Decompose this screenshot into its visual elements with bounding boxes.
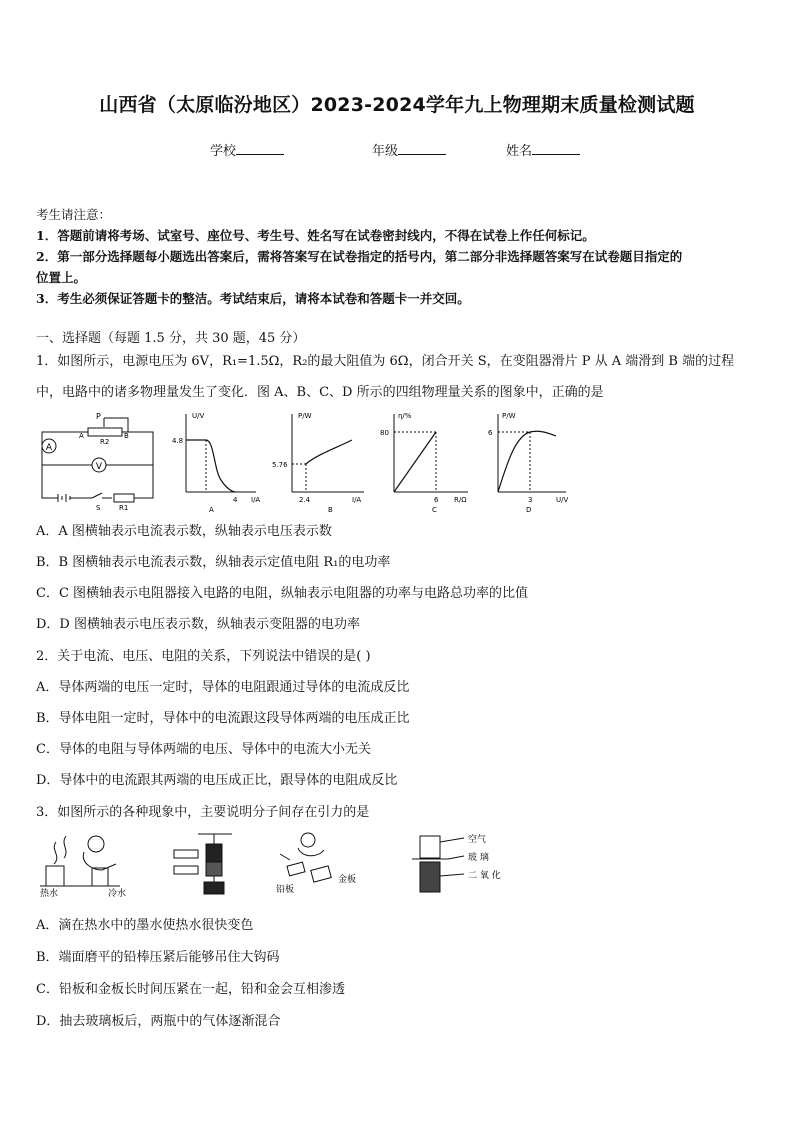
voltmeter-label: V: [95, 462, 103, 472]
q1-line2: 中，电路中的诸多物理量发生了变化．图 A、B、C、D 所示的四组物理量关系的图象中，正确的是: [36, 385, 604, 400]
gold-plate-label: 金板: [338, 875, 357, 885]
q1-option-d: D．D 图横轴表示电压表示数，纵轴表示变阻器的电功率: [36, 617, 360, 632]
graph-c-xlabel: R/Ω: [454, 496, 467, 504]
question-2-stem: 2．关于电流、电压、电阻的关系，下列说法中错误的是( ): [36, 649, 371, 664]
school-label: 学校: [210, 144, 237, 159]
graph-b-xtick: 2.4: [299, 496, 311, 504]
graph-d: [498, 414, 566, 492]
slider-p-label: P: [96, 412, 101, 421]
note-item: 2．第一部分选择题每小题选出答案后，需将答案写在试卷指定的括号内，第二部分非选择题答案写在试卷题目指定的: [36, 249, 683, 264]
nitrogen-dioxide-label: 二 氧 化: [468, 871, 501, 881]
graph-a: [186, 414, 256, 492]
section-heading: 一、选择题（每题 1.5 分，共 30 题，45 分）: [36, 331, 306, 346]
graph-b-caption: B: [328, 506, 333, 514]
voltmeter-icon: [92, 458, 106, 472]
lead-gold-figure: [280, 833, 331, 882]
graph-c: [394, 414, 468, 492]
name-field: [506, 140, 580, 159]
graph-d-caption: D: [526, 506, 532, 514]
q1-line1: 1．如图所示，电源电压为 6V，R₁=1.5Ω，R₂的最大阻值为 6Ω，闭合开关 S，在变阻器滑片 P 从 A 端滑到 B 端的过程: [36, 354, 735, 369]
q2-option-b: B．导体电阻一定时，导体中的电流跟这段导体两端的电压成正比: [36, 711, 410, 726]
q2-option-d: D．导体中的电流跟其两端的电压成正比，跟导体的电阻成反比: [36, 773, 398, 788]
graph-a-caption: A: [209, 506, 214, 514]
question-3-stem: 3．如图所示的各种现象中，主要说明分子间存在引力的是: [36, 805, 370, 820]
q3-option-a: A．滴在热水中的墨水使热水很快变色: [36, 918, 254, 933]
school-field: [210, 140, 284, 159]
grade-label: 年级: [372, 144, 399, 159]
graph-c-ytick: 80: [380, 429, 389, 437]
graph-d-xtick: 3: [528, 496, 533, 504]
ink-diffusion-figure: [40, 836, 120, 886]
q1-option-c: C．C 图横轴表示电阻器接入电路的电阻，纵轴表示电阻器的功率与电路总功率的比值: [36, 586, 529, 601]
graph-b-ytick: 5.76: [272, 461, 288, 469]
graph-a-xlabel: I/A: [251, 496, 261, 504]
grade-blank: [398, 142, 446, 155]
ammeter-label: A: [45, 443, 53, 453]
air-label: 空气: [468, 835, 487, 845]
graph-d-ytick: 6: [488, 429, 493, 437]
graph-a-ytick: 4.8: [172, 437, 184, 445]
graph-b: [292, 414, 364, 492]
r1-label: R1: [119, 504, 129, 512]
note-item: 3．考生必须保证答题卡的整洁。考试结束后，请将本试卷和答题卡一并交回。: [36, 291, 470, 306]
graph-c-ylabel: η/%: [398, 412, 412, 420]
note-item: 1．答题前请将考场、试室号、座位号、考生号、姓名写在试卷密封线内，不得在试卷上作任何标记。: [36, 228, 595, 243]
name-label: 姓名: [506, 144, 533, 159]
graph-d-xlabel: U/V: [556, 496, 569, 504]
graph-a-xtick: 4: [233, 496, 238, 504]
notes-heading: 考生请注意：: [36, 207, 112, 222]
school-blank: [236, 142, 284, 155]
note-item: 位置上。: [36, 270, 87, 285]
graph-b-xlabel: I/A: [352, 496, 362, 504]
lead-cylinder-figure: [174, 834, 232, 894]
q3-figures: [36, 830, 536, 900]
ammeter-icon: [42, 439, 56, 453]
glass-label: 玻 璃: [468, 853, 489, 863]
graph-c-caption: C: [432, 506, 437, 514]
q2-option-c: C．导体的电阻与导体两端的电压、导体中的电流大小无关: [36, 742, 371, 757]
exam-notes: [36, 204, 760, 309]
switch-label: S: [96, 504, 101, 512]
page-title: 山西省（太原临汾地区）2023-2024学年九上物理期末质量检测试题: [99, 94, 695, 116]
q1-figures: [36, 410, 596, 516]
q3-option-b: B．端面磨平的铅棒压紧后能够吊住大钩码: [36, 950, 280, 965]
q1-option-a: A．A 图横轴表示电流表示数，纵轴表示电压表示数: [36, 524, 332, 539]
cold-water-label: 冷水: [108, 889, 127, 899]
graph-c-xtick: 6: [434, 496, 439, 504]
r2-label: R2: [100, 438, 110, 446]
gas-diffusion-figure: [412, 836, 464, 892]
name-blank: [532, 142, 580, 155]
hot-water-label: 热水: [40, 889, 59, 899]
question-1-stem: [36, 346, 758, 408]
grade-field: [372, 140, 446, 159]
graph-a-ylabel: U/V: [192, 412, 205, 420]
q3-option-c: C．铅板和金板长时间压紧在一起，铅和金会互相渗透: [36, 982, 345, 997]
graph-d-ylabel: P/W: [502, 412, 516, 420]
end-a-label: A: [79, 432, 84, 440]
q1-option-b: B．B 图横轴表示电流表示数，纵轴表示定值电阻 R₁的电功率: [36, 555, 391, 570]
q2-option-a: A．导体两端的电压一定时，导体的电阻跟通过导体的电流成反比: [36, 680, 410, 695]
end-b-label: B: [124, 432, 129, 440]
q3-option-d: D．抽去玻璃板后，两瓶中的气体逐渐混合: [36, 1014, 281, 1029]
lead-plate-label: 铅板: [276, 885, 295, 895]
graph-b-ylabel: P/W: [298, 412, 312, 420]
